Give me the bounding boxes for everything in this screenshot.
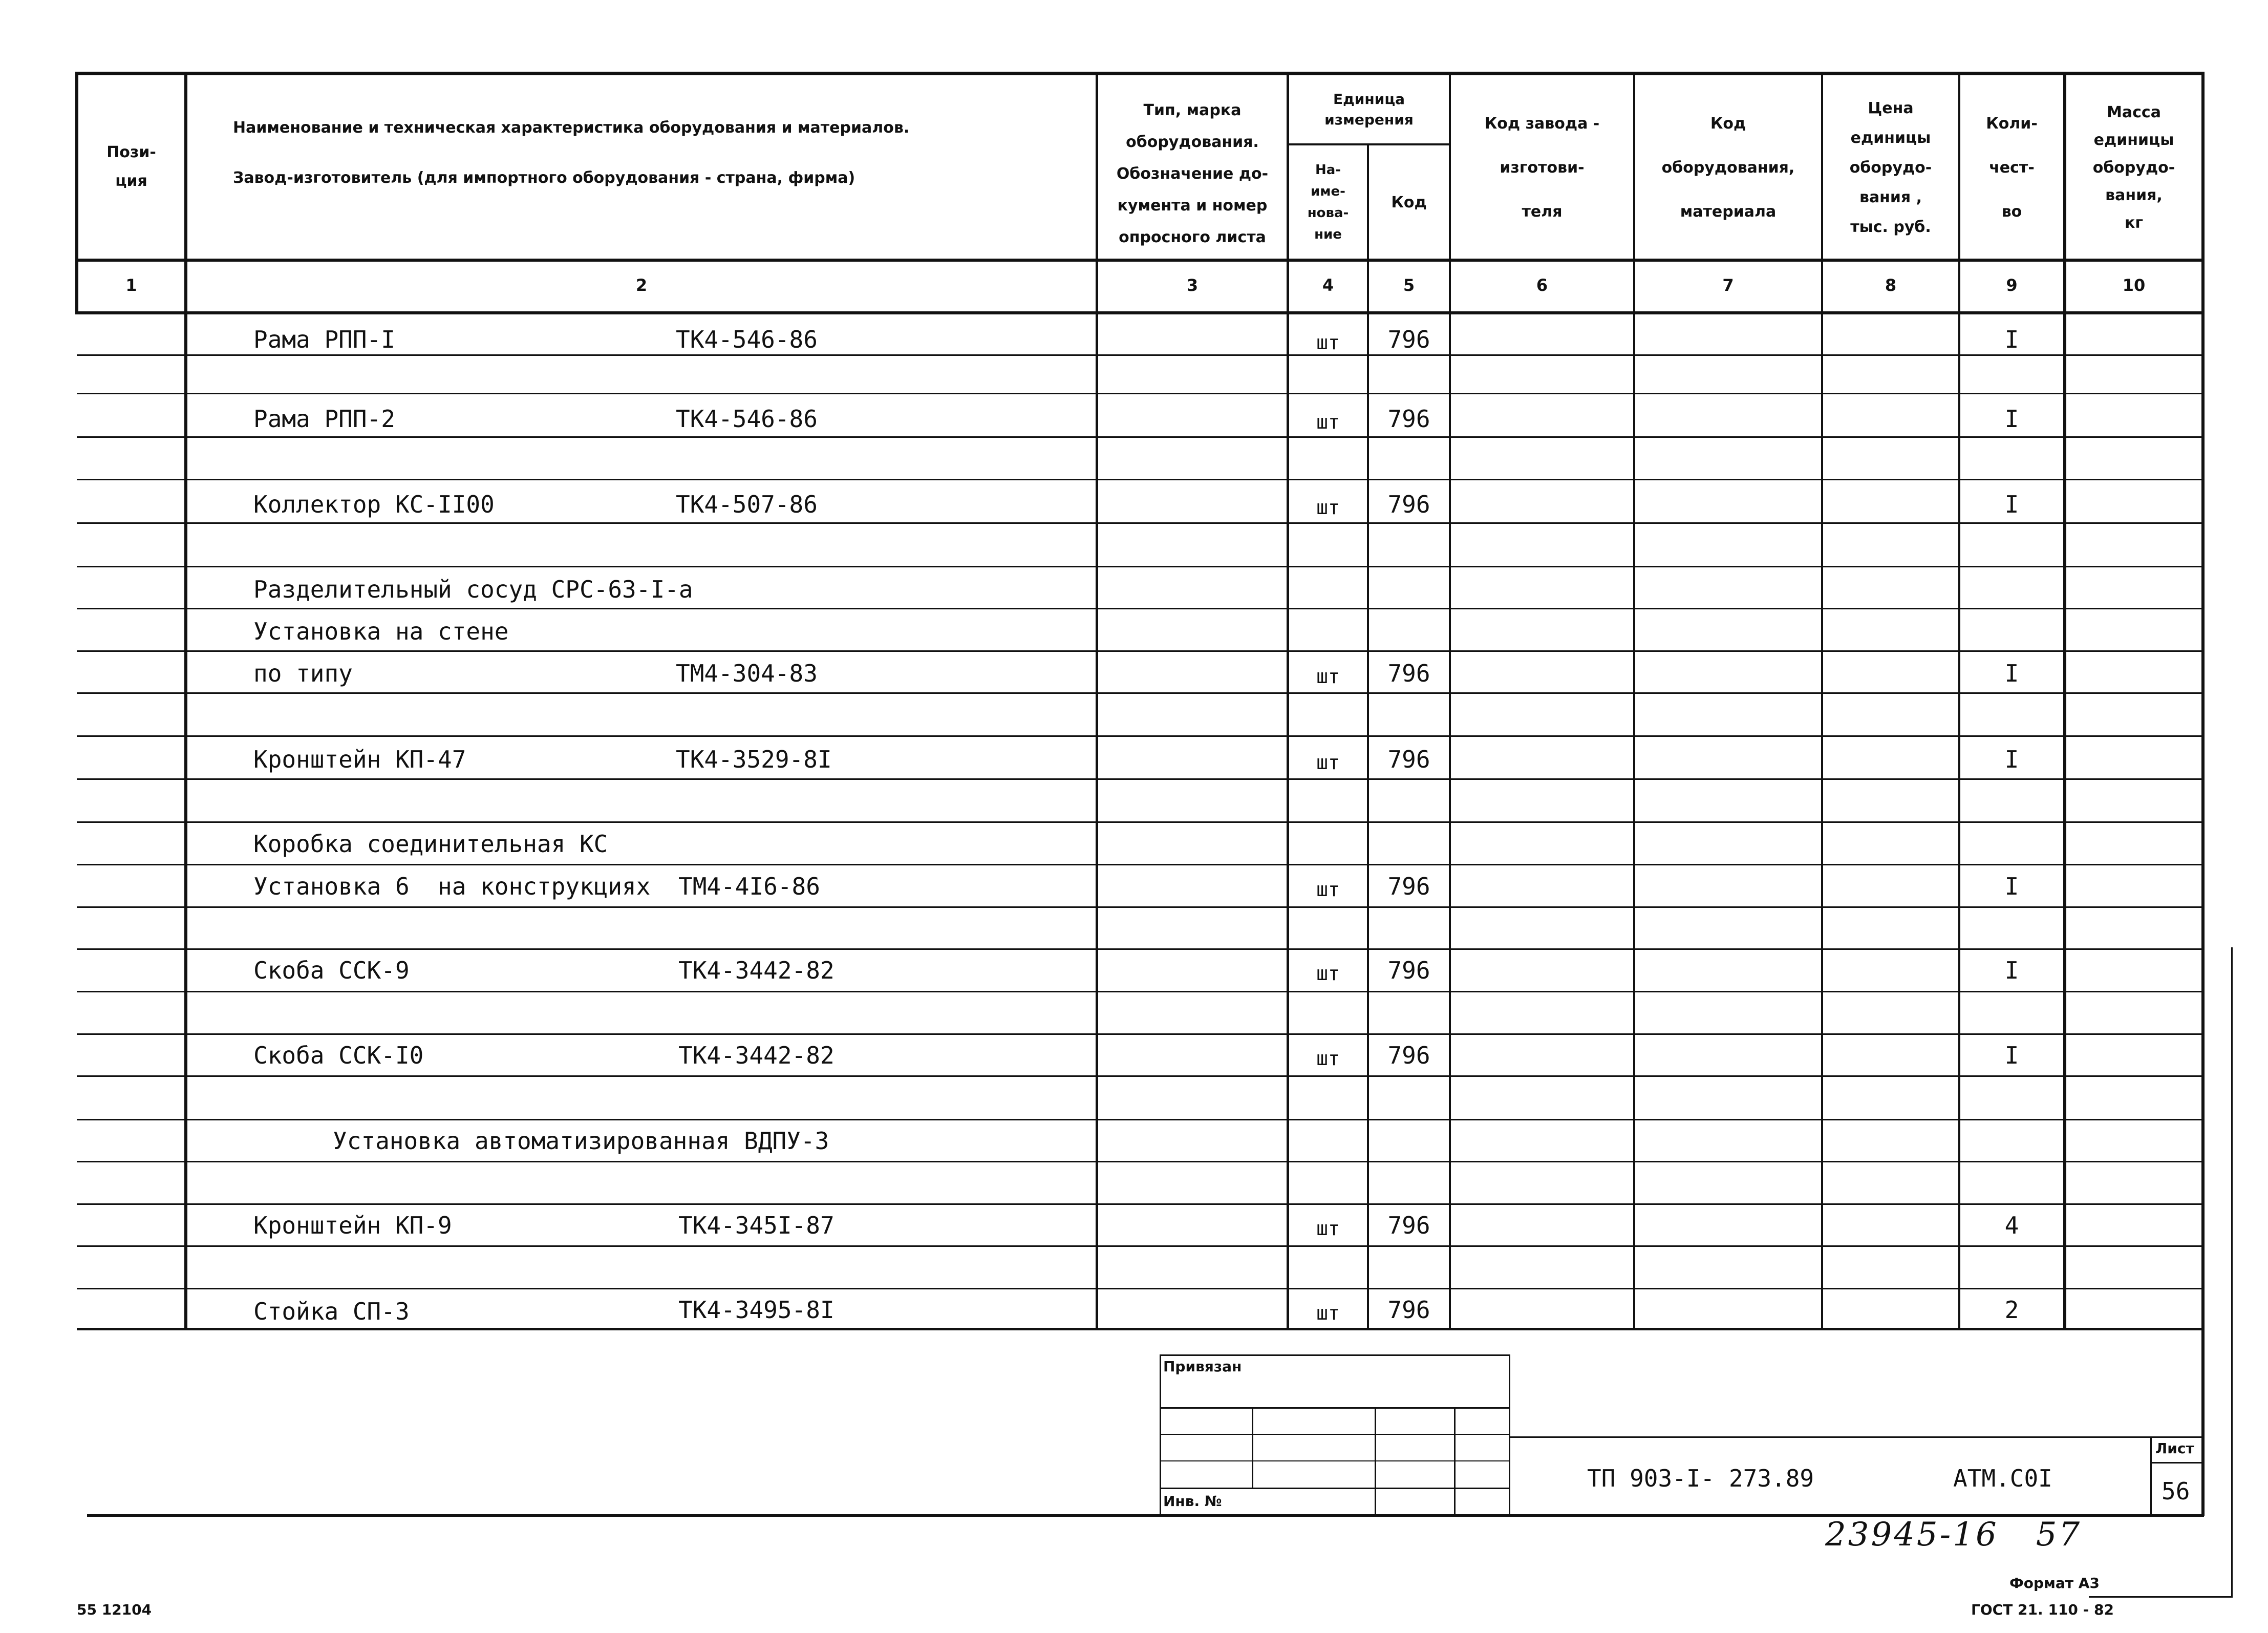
col-number-2: 2 — [635, 275, 648, 295]
row-code: 796 — [1387, 957, 1430, 984]
footer-line — [2089, 1596, 2232, 1598]
row-line-1 — [77, 354, 2204, 356]
row-unit: шт — [1316, 962, 1340, 985]
col-line-1 — [184, 72, 187, 1329]
row-qty: 4 — [2004, 1212, 2019, 1239]
row-doc: ТК4-546-86 — [676, 326, 818, 353]
row-name: Коллектор КС-II00 — [253, 491, 495, 518]
row-code: 796 — [1387, 405, 1430, 433]
row-line-18 — [77, 1075, 2204, 1077]
col-number-7: 7 — [1722, 275, 1734, 295]
row-line-10 — [77, 735, 2204, 737]
header-unit-code: Код — [1391, 193, 1427, 211]
stamp-inv-number: Инв. № — [1163, 1493, 1222, 1510]
stamp-line-b — [1160, 1434, 1510, 1435]
col-number-8: 8 — [1885, 275, 1897, 295]
row-qty: I — [2004, 660, 2019, 687]
row-qty: I — [2004, 491, 2019, 518]
row-qty: I — [2004, 405, 2019, 433]
row-name: Кронштейн КП-47 — [253, 746, 466, 773]
row-code: 796 — [1387, 873, 1430, 900]
row-qty: I — [2004, 326, 2019, 353]
header-price: Цена единицы оборудо- вания , тыс. руб. — [1849, 99, 1932, 236]
row-line-5 — [77, 522, 2204, 524]
col-number-9: 9 — [2006, 275, 2018, 295]
table-top-border — [75, 72, 2204, 75]
row-code: 796 — [1387, 746, 1430, 773]
stamp-line-c — [1160, 1460, 1510, 1461]
row-unit: шт — [1316, 665, 1340, 688]
col-number-4: 4 — [1322, 275, 1334, 295]
row-code: 796 — [1387, 326, 1430, 353]
col-number-1: 1 — [125, 275, 137, 295]
row-unit: шт — [1316, 751, 1340, 774]
sheet-number: 56 — [2162, 1477, 2190, 1505]
row-unit: шт — [1316, 1217, 1340, 1240]
footer-gost: ГОСТ 21. 110 - 82 — [1971, 1601, 2114, 1618]
sheet-label: Лист — [2155, 1440, 2194, 1457]
footer-left-code: 55 12104 — [77, 1601, 152, 1618]
row-name: Скоба ССК-I0 — [253, 1042, 424, 1069]
row-doc: ТК4-345I-87 — [678, 1212, 835, 1239]
row-line-16 — [77, 991, 2204, 992]
row-code: 796 — [1387, 1042, 1430, 1069]
row-doc: ТК4-507-86 — [676, 491, 818, 518]
col-line-5 — [1449, 72, 1451, 1329]
row-line-12 — [77, 821, 2204, 823]
col-number-10: 10 — [2122, 275, 2146, 295]
header-unit-name: На- име- нова- ние — [1307, 162, 1349, 242]
row-doc: ТК4-546-86 — [676, 405, 818, 433]
row-name: Установка 6 на конструкциях — [253, 873, 651, 900]
header-quantity: Коли- чест- во — [1986, 114, 2038, 221]
row-doc: ТК4-3442-82 — [678, 957, 835, 984]
row-qty: 2 — [2004, 1296, 2019, 1324]
row-doc: ТК4-3495-8I — [678, 1296, 835, 1324]
row-line-4 — [77, 479, 2204, 480]
stamp-box-top — [1160, 1354, 1510, 1356]
col-number-6: 6 — [1536, 275, 1548, 295]
row-line-14 — [77, 906, 2204, 908]
right-frame-edge — [2231, 947, 2233, 1598]
row-unit: шт — [1316, 1302, 1340, 1324]
header-mass: Масса единицы оборудо- вания, кг — [2092, 103, 2175, 232]
row-name: Установка на стене — [253, 618, 509, 645]
row-line-19 — [77, 1119, 2204, 1120]
stamp-main-top-line — [1509, 1436, 2204, 1438]
row-code: 796 — [1387, 1212, 1430, 1239]
row-line-6 — [77, 566, 2204, 567]
row-line-17 — [77, 1033, 2204, 1035]
document-mark: АТМ.С0I — [1953, 1465, 2052, 1492]
row-line-20 — [77, 1161, 2204, 1162]
row-line-3 — [77, 436, 2204, 438]
row-code: 796 — [1387, 1296, 1430, 1324]
header-equipment-code: Код оборудования, материала — [1661, 114, 1795, 221]
header-unit-group: Единица измерения — [1324, 91, 1414, 128]
row-line-11 — [77, 778, 2204, 780]
col-line-2 — [1096, 72, 1098, 1329]
row-name: Рама РПП-I — [253, 326, 395, 353]
row-unit: шт — [1316, 411, 1340, 433]
stamp-line-d — [1160, 1488, 1510, 1489]
stamp-vline-2 — [1375, 1407, 1376, 1516]
row-line-2 — [77, 393, 2204, 394]
header-position: Пози- ция — [106, 143, 156, 190]
row-doc: ТМ4-304-83 — [676, 660, 818, 687]
row-qty: I — [2004, 873, 2019, 900]
row-name: Рама РПП-2 — [253, 405, 395, 433]
row-line-15 — [77, 948, 2204, 950]
row-qty: I — [2004, 1042, 2019, 1069]
row-line-21 — [77, 1203, 2204, 1205]
row-unit: шт — [1316, 331, 1340, 354]
row-line-8 — [77, 650, 2204, 652]
handwritten-inventory-number: 23945-16 57 — [1825, 1516, 2082, 1554]
row-unit: шт — [1316, 1047, 1340, 1070]
stamp-box-left — [1160, 1354, 1161, 1516]
header-bottom-border — [75, 259, 2204, 262]
stamp-line-a — [1160, 1407, 1510, 1409]
row-line-23 — [77, 1288, 2204, 1289]
col-line-6 — [1633, 72, 1635, 1329]
row-name: Кронштейн КП-9 — [253, 1212, 452, 1239]
row-line-13 — [77, 864, 2204, 865]
col-number-3: 3 — [1186, 275, 1199, 295]
col-line-10 — [2201, 72, 2205, 1516]
row-name: Скоба ССК-9 — [253, 957, 410, 984]
row-code: 796 — [1387, 660, 1430, 687]
col-line-9 — [2063, 72, 2066, 1329]
row-qty: I — [2004, 957, 2019, 984]
table-bottom-border — [77, 1328, 2204, 1330]
col-line-8 — [1958, 72, 1960, 1329]
col-number-5: 5 — [1403, 275, 1415, 295]
sheet-box-mid — [2150, 1462, 2204, 1464]
row-unit: шт — [1316, 496, 1340, 519]
row-unit: шт — [1316, 878, 1340, 901]
footer-format: Формат А3 — [2009, 1575, 2100, 1592]
row-doc: ТМ4-4I6-86 — [678, 873, 820, 900]
row-doc: ТК4-3529-8I — [676, 746, 832, 773]
row-line-22 — [77, 1245, 2204, 1247]
stamp-box-right — [1509, 1354, 1510, 1516]
row-line-9 — [77, 692, 2204, 694]
row-name: по типу — [253, 660, 353, 687]
stamp-vline-1 — [1252, 1407, 1253, 1489]
col-line-7 — [1821, 72, 1823, 1329]
row-doc: ТК4-3442-82 — [678, 1042, 835, 1069]
col-line-3 — [1287, 72, 1289, 1329]
row-line-7 — [77, 608, 2204, 609]
row-name: Установка автоматизированная ВДПУ-3 — [333, 1127, 829, 1155]
header-name-line-1: Наименование и техническая характеристика оборудования и материалов. — [233, 119, 910, 137]
document-code: ТП 903-I- 273.89 — [1587, 1465, 1814, 1492]
header-name-line-2: Завод-изготовитель (для импортного оборудования - страна, фирма) — [233, 169, 855, 187]
stamp-vline-3 — [1454, 1407, 1456, 1516]
row-name: Стойка СП-3 — [253, 1298, 410, 1325]
row-name: Коробка соединительная КС — [253, 830, 608, 858]
header-factory-code: Код завода - изготови- теля — [1484, 114, 1600, 221]
header-type: Тип, марка оборудования. Обозначение до- кумента и номер опросного листа — [1116, 101, 1269, 246]
number-row-bottom-border — [75, 311, 2204, 314]
row-name: Разделительный сосуд СРС-63-I-а — [253, 576, 693, 603]
sheet-box-left — [2150, 1436, 2152, 1516]
row-code: 796 — [1387, 491, 1430, 518]
row-qty: I — [2004, 746, 2019, 773]
stamp-privyazan: Привязан — [1163, 1358, 1242, 1375]
